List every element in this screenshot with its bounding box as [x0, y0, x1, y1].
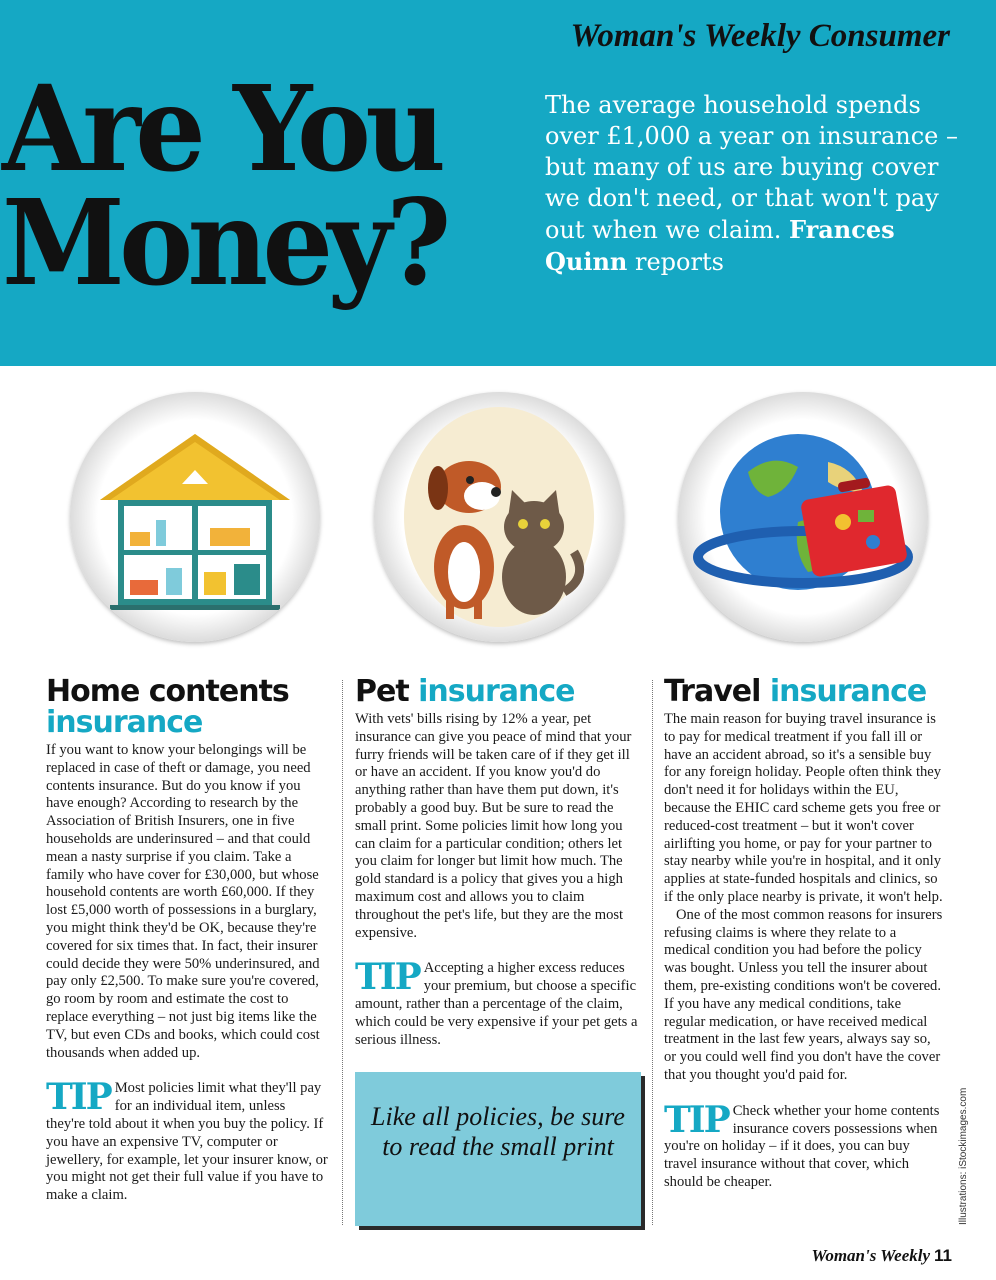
pull-quote-text: Like all policies, be sure to read the small print [371, 1102, 625, 1161]
tip-label: TIP [664, 1098, 729, 1141]
section-title-accent: insurance [46, 705, 203, 740]
section-body: If you want to know your belongings will be replaced in case of theft or damage, you need contents insurance. But do you know if you have enough? According to research by the Association of British Insurers, one in five households are underinsured – and that could mean a nasty surprise if you claim. Take a family who have cover for £30,000, but whose household contents are worth £60,000. If they lost £5,000 worth of possessions in a burglary, you might think they'd be OK, because they're covered for six times that. In fact, their insurer could decide they were 50% underinsured, and pay only £2,500. To make sure you're covered, go room by room and estimate the cost to replace everything – not just big items like the TV, but even CDs and books, which could cost thousands when added up. [46, 742, 320, 1061]
dog-and-cat-icon [374, 392, 624, 642]
tip-text: Accepting a higher excess reduces your premium, but choose a specific amount, rather than a percentage of the claim, which could be very expensive if your pet gets a serious illness. [355, 960, 638, 1048]
tip-box [46, 1076, 328, 1205]
section-title [664, 676, 946, 707]
section-title-accent: insurance [769, 674, 927, 709]
section-body: With vets' bills rising by 12% a year, pet insurance can give you peace of mind that your furry friends will be taken care of if they get ill or have an accident. If you know you'd do anything rather than have them put down, it's probably a good buy. But be sure to read the small print. Some policies limit how long you can claim for a particular condition; others let you claim for longer but limit how much. The gold standard is a policy that gives you a high maximum cost and allows you to claim throughout the pet's life, but they are the most expensive. [355, 711, 632, 941]
section-body: One of the most common reasons for insurers refusing claims is where they relate to a medical condition you had before the policy was bought. Unless you tell the insurer about them, pre-existing conditions won't be covered. If you have any medical conditions, take regular medication, or have received medical treatment in the last few years, always say so, or you could well find you don't have the cover that you thought you'd paid for. [664, 906, 943, 1083]
author-name: Frances Quinn [545, 215, 895, 276]
house-icon [70, 392, 320, 642]
tip-label: TIP [46, 1076, 111, 1119]
page-footer [811, 1246, 952, 1266]
section-title-accent: insurance [418, 674, 575, 709]
headline-line-1: Are You [2, 59, 441, 198]
column-divider [652, 680, 653, 1225]
tip-text: Most policies limit what they'll pay for an individual item, unless they're told about it when you buy the policy. If you have an expensive TV, computer or jewellery, for example, let your insurer know, or you might not get their full value if you have to make a claim. [46, 1080, 328, 1204]
intro-text [545, 90, 965, 278]
section-title [46, 676, 328, 738]
section-title-main: Pet [355, 674, 409, 709]
pull-quote [355, 1072, 641, 1226]
image-credit: Illustrations: iStockimages.com [958, 1087, 969, 1225]
footer-brand: Woman's Weekly [811, 1246, 931, 1265]
globe-suitcase-icon [678, 392, 928, 642]
section-title [355, 676, 640, 707]
tip-box [355, 956, 640, 1049]
tip-box [664, 1098, 946, 1192]
author-suffix: reports [627, 248, 724, 276]
pet-insurance-section [355, 676, 640, 1049]
section-title-main: Travel [664, 674, 761, 709]
headline [2, 59, 446, 312]
intro-body: The average household spends over £1,000 a year on insurance – but many of us are buying cover we don't need, or that won't pay out when we claim. [545, 91, 958, 244]
page-number: 11 [934, 1246, 952, 1265]
header-banner [0, 0, 996, 366]
home-contents-section [46, 676, 328, 1205]
tip-text: Check whether your home contents insurance covers possessions when you're on holiday – if it does, you can buy travel insurance without that cover, which should be cheaper. [664, 1102, 940, 1190]
brand-title: Woman's Weekly Consumer [570, 18, 950, 54]
column-divider [342, 680, 343, 1225]
section-body: The main reason for buying travel insurance is to pay for medical treatment if you fall ill or have an accident abroad, so it's a sensible buy for any foreign holiday. People often think they don't need it for holidays within the EU, because the EHIC card scheme gets you free or reduced-cost treatment – but it won't cover airlifting you home, or pay for your partner to stay nearby while you're in hospital, and it only applies at state-funded hospitals and clinics, so if the only place nearby is private, it won't help. [664, 711, 943, 905]
headline-line-2: Money? [2, 173, 446, 312]
section-title-main: Home contents [46, 674, 289, 709]
travel-insurance-section [664, 676, 946, 1192]
tip-label: TIP [355, 956, 420, 999]
